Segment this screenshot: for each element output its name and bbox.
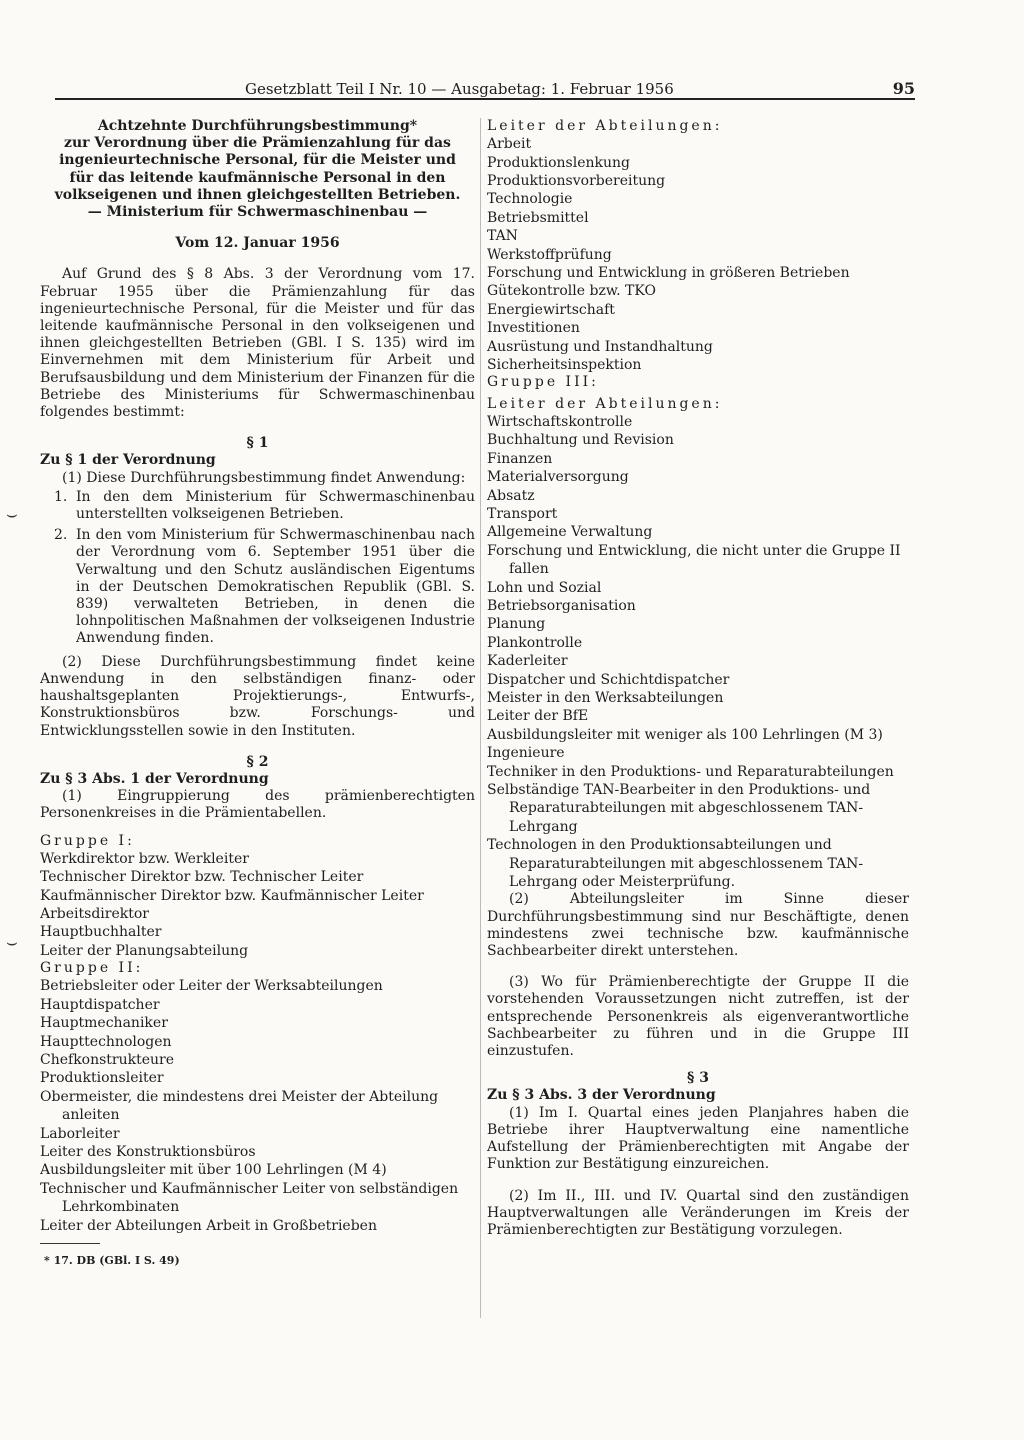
section-1-number: § 1 [246, 435, 269, 452]
right-column [487, 118, 909, 1239]
section-3-number: § 3 [687, 1070, 709, 1087]
section-2-para-2: (2) Abteilungsleiter im Sinne dieser Durchführungsbestimmung sind nur Beschäftigte, denen mindestens zwei technische bzw. kaufmännische Sachbearbeiter direkt unterstehen. [487, 891, 909, 960]
group-2-head-item: Arbeit [487, 136, 532, 153]
section-3-para-2: (2) Im II., III. und IV. Quartal sind den zuständigen Hauptverwaltungen alle Veränderungen im Kreis der Prämienberechtigten zur Bestätigung vorzulegen. [487, 1187, 909, 1238]
group-2-head-item: Produktionsvorbereitung [487, 173, 666, 190]
group-2-head-item: Sicherheitsinspektion [487, 357, 642, 374]
group-2-heads-list [487, 135, 909, 374]
group-3-item: Allgemeine Verwaltung [487, 524, 653, 541]
group-2-head-item: TAN [487, 228, 518, 245]
group-1-item: Hauptbuchhalter [40, 924, 162, 941]
group-3-item: Wirtschaftskontrolle [487, 413, 633, 430]
section-2-para-1: (1) Eingruppierung des prämienberechtigten Personenkreises in die Prämientabellen. [40, 788, 475, 822]
group-2-item: Ausbildungsleiter mit über 100 Lehrlingen (M 4) [40, 1162, 387, 1179]
group-2-list [40, 977, 475, 1235]
section-3-para-1: (1) Im I. Quartal eines jeden Planjahres haben die Betriebe ihrer Hauptverwaltung eine namentliche Aufstellung der Prämienberechtigten mit Angabe der Funktion zur Bestätigung einzureichen. [487, 1104, 909, 1173]
section-2-heading: Zu § 3 Abs. 1 der Verordnung [40, 770, 269, 787]
group-2-head-item: Werkstoffprüfung [487, 246, 612, 263]
group-3-item: Planung [487, 616, 546, 633]
group-2-label: Gruppe II: [40, 960, 144, 977]
group-3-heads-label: Leiter der Abteilungen: [487, 395, 723, 412]
group-3-item: Ausbildungsleiter mit weniger als 100 Lehrlingen (M 3) [487, 726, 883, 743]
title-line: Achtzehnte Durchführungsbestimmung* [97, 118, 418, 134]
column-divider [480, 118, 481, 1318]
section-2-para-3: (3) Wo für Prämienberechtigte der Gruppe II die vorstehenden Voraussetzungen nicht zutreffen, ist der entsprechende Personenkreis als eigenverantwortliche Sachbearbeiter zu führen und in die Gruppe III einzustufen. [487, 974, 909, 1060]
section-1-para-1: (1) Diese Durchführungsbestimmung findet Anwendung: [62, 469, 466, 486]
group-2-heads-label: Leiter der Abteilungen: [487, 118, 723, 134]
group-3-item: Kaderleiter [487, 653, 568, 670]
group-3-label: Gruppe III: [487, 374, 599, 391]
group-3-item: Ingenieure [487, 745, 565, 762]
group-3-item: Finanzen [487, 450, 553, 467]
list-item-text: In den vom Ministerium für Schwermaschinenbau nach der Verordnung vom 6. September 1951 über die Verwaltung und den Schutz ausländischen Eigentums in der Deutschen Demokratischen Republik (GBl. S. 839) verwalteten Betrieben, in denen die lohnpolitischen Maßnahmen der volkseigenen Industrie Anwendung finden. [76, 527, 475, 647]
section-1-para-2: (2) Diese Durchführungsbestimmung findet keine Anwendung in den selbständigen finanz- oder haushaltsgeplanten Projektierungs-, Entwurfs-, Konstruktionsbüros bzw. Forschungs- und Entwicklungsstellen sowie in den Instituten. [40, 653, 475, 739]
group-2-item: Chefkonstrukteure [40, 1051, 175, 1068]
group-3-item: Forschung und Entwicklung, die nicht unter die Gruppe II fallen [487, 542, 901, 578]
group-3-item: Plankontrolle [487, 634, 583, 651]
title-line: volkseigenen und ihnen gleichgestellten Betrieben. [54, 186, 461, 203]
group-2-item: Produktionsleiter [40, 1070, 164, 1087]
running-header [55, 78, 915, 100]
group-2-head-item: Betriebsmittel [487, 209, 589, 226]
group-3-item: Leiter der BfE [487, 708, 589, 725]
group-3-item: Selbständige TAN-Bearbeiter in den Produktions- und Reparaturabteilungen mit abgeschlossenem TAN-Lehrgang [487, 782, 871, 835]
group-2-item: Leiter des Konstruktionsbüros [40, 1144, 256, 1161]
section-2-number: § 2 [246, 753, 269, 770]
group-3-item: Meister in den Werksabteilungen [487, 689, 724, 706]
decree-title [40, 118, 475, 221]
running-title: Gesetzblatt Teil I Nr. 10 — Ausgabetag: 1. Februar 1956 [245, 80, 674, 98]
decree-date: Vom 12. Januar 1956 [175, 235, 340, 252]
group-3-list [487, 413, 909, 892]
section-1-list [40, 489, 475, 648]
margin-check-mark-2: ⌣ [6, 932, 18, 953]
group-2-item: Betriebsleiter oder Leiter der Werksabteilungen [40, 978, 383, 995]
group-2-item: Leiter der Abteilungen Arbeit in Großbetrieben [40, 1217, 377, 1234]
header-rule [55, 98, 915, 100]
group-2-item: Hauptmechaniker [40, 1015, 168, 1032]
group-2-item: Haupttechnologen [40, 1033, 172, 1050]
group-2-head-item: Investitionen [487, 320, 580, 337]
group-1-item: Werkdirektor bzw. Werkleiter [40, 850, 249, 867]
group-1-item: Arbeitsdirektor [40, 905, 149, 922]
list-item [40, 527, 475, 647]
group-3-item: Absatz [487, 487, 535, 504]
group-3-item: Techniker in den Produktions- und Reparaturabteilungen [487, 763, 894, 780]
left-column [40, 118, 475, 1269]
group-1-label: Gruppe I: [40, 832, 135, 849]
group-2-head-item: Forschung und Entwicklung in größeren Betrieben [487, 265, 850, 282]
group-1-item: Kaufmännischer Direktor bzw. Kaufmännischer Leiter [40, 887, 424, 904]
group-2-head-item: Produktionslenkung [487, 154, 630, 171]
group-3-item: Betriebsorganisation [487, 597, 636, 614]
margin-check-mark: ⌣ [6, 504, 18, 525]
footnote: * 17. DB (GBl. I S. 49) [44, 1254, 180, 1268]
page-number: 95 [892, 79, 915, 98]
group-2-item: Obermeister, die mindestens drei Meister der Abteilung anleiten [40, 1088, 439, 1124]
title-line: zur Verordnung über die Prämienzahlung für das [64, 135, 451, 152]
group-3-item: Lohn und Sozial [487, 579, 602, 596]
group-1-item: Leiter der Planungsabteilung [40, 942, 249, 959]
footnote-rule [40, 1243, 100, 1244]
group-2-item: Laborleiter [40, 1125, 120, 1142]
title-line: ingenieurtechnische Personal, für die Meister und [59, 152, 456, 169]
section-1-heading: Zu § 1 der Verordnung [40, 452, 216, 469]
group-2-head-item: Ausrüstung und Instandhaltung [487, 338, 713, 355]
group-3-item: Buchhaltung und Revision [487, 432, 674, 449]
group-3-item: Transport [487, 505, 558, 522]
group-2-item: Hauptdispatcher [40, 996, 160, 1013]
group-1-list [40, 850, 475, 960]
list-item-text: In den dem Ministerium für Schwermaschinenbau unterstellten volkseigenen Betrieben. [76, 488, 475, 523]
group-1-item: Technischer Direktor bzw. Technischer Leiter [40, 869, 364, 886]
group-3-item: Technologen in den Produktionsabteilungen und Reparaturabteilungen mit abgeschlossenem TAN-Lehrgang oder Meisterprüfung. [487, 837, 864, 891]
preamble: Auf Grund des § 8 Abs. 3 der Verordnung vom 17. Februar 1955 über die Prämienzahlung für das ingenieurtechnische Personal, für die Meister und für das leitende kaufmännische Personal in den volkseigenen und ihnen gleichgestellten Betrieben (GBl. I S. 135) wird im Einvernehmen mit dem Ministerium für Arbeit und Berufsausbildung und dem Ministerium der Finanzen für die Betriebe des Ministeriums für Schwermaschinenbau folgendes bestimmt: [40, 266, 475, 421]
group-2-head-item: Energiewirtschaft [487, 301, 615, 318]
list-item-number: 1. [54, 488, 68, 505]
group-2-item: Technischer und Kaufmännischer Leiter von selbständigen Lehrkombinaten [40, 1180, 459, 1216]
group-3-item: Dispatcher und Schichtdispatcher [487, 671, 730, 688]
list-item [40, 489, 475, 523]
group-3-item: Materialversorgung [487, 469, 629, 486]
section-3-heading: Zu § 3 Abs. 3 der Verordnung [487, 1087, 716, 1104]
ministry-line: — Ministerium für Schwermaschinenbau — [87, 204, 428, 221]
title-line: für das leitende kaufmännische Personal in den [69, 169, 446, 186]
group-2-head-item: Technologie [487, 191, 573, 208]
list-item-number: 2. [54, 527, 68, 544]
group-2-head-item: Gütekontrolle bzw. TKO [487, 283, 656, 300]
